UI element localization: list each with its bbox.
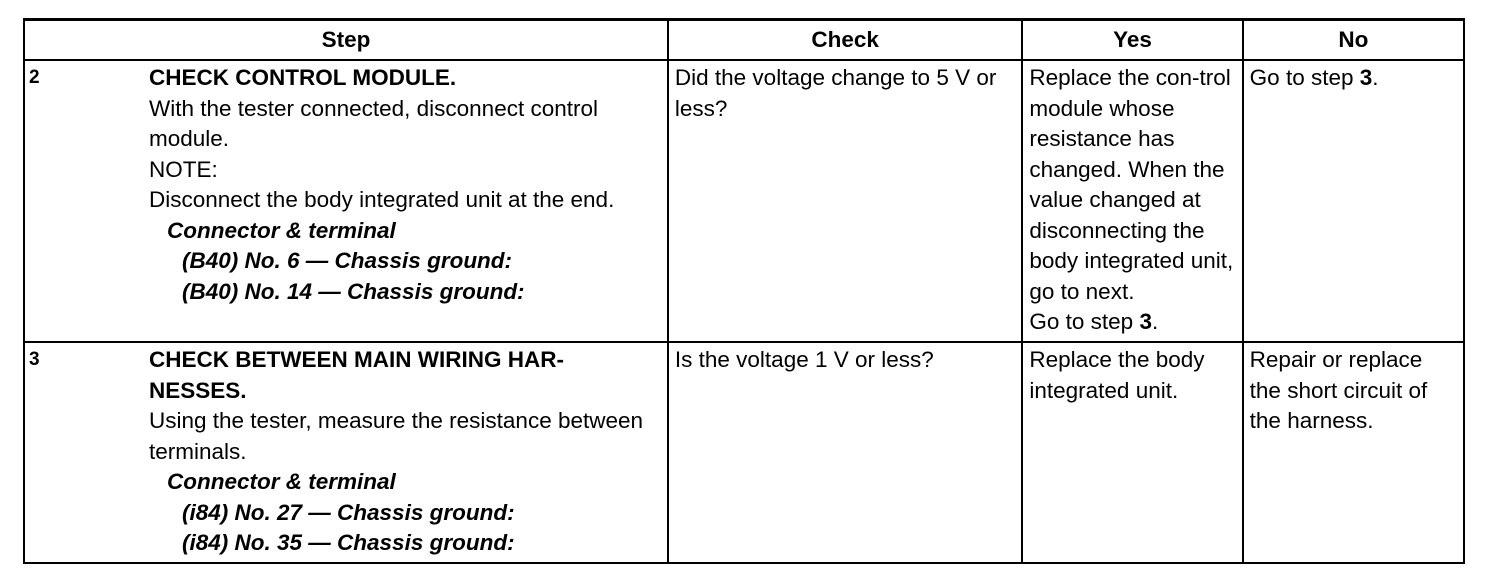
yes-text: Replace the body integrated unit. xyxy=(1029,347,1205,403)
header-no: No xyxy=(1243,20,1464,61)
yes-text: Replace the con-trol module whose resistance has changed. When the value changed at disconnecting the body integrated unit, go to next. xyxy=(1029,65,1234,304)
connector-line: (B40) No. 6 — Chassis ground: xyxy=(182,248,513,273)
step-ref: 3 xyxy=(1139,309,1152,334)
header-check: Check xyxy=(668,20,1022,61)
check-text: Did the voltage change to 5 V or less? xyxy=(674,65,997,121)
step-title: CHECK BETWEEN MAIN WIRING HAR-NESSES. xyxy=(149,347,564,403)
connector-title: Connector & terminal xyxy=(167,469,396,494)
step-cell xyxy=(24,342,668,563)
connector-line: (i84) No. 35 — Chassis ground: xyxy=(182,530,515,555)
check-cell xyxy=(668,342,1022,563)
no-cell xyxy=(1243,342,1464,563)
step-instruction: With the tester connected, disconnect control module. xyxy=(149,95,598,151)
goto-label: Go to step xyxy=(1249,65,1360,90)
check-cell xyxy=(668,60,1022,342)
header-row xyxy=(24,20,1464,61)
step-number: 2 xyxy=(29,67,40,88)
connector-line: (B40) No. 14 — Chassis ground: xyxy=(182,278,525,304)
note-text: Disconnect the body integrated unit at the end. xyxy=(149,187,615,212)
step-title: CHECK CONTROL MODULE. xyxy=(149,65,457,90)
header-yes: Yes xyxy=(1022,20,1242,61)
diagnostic-table xyxy=(23,18,1465,564)
step-instruction: Using the tester, measure the resistance between terminals. xyxy=(149,408,644,464)
no-goto xyxy=(1244,63,1463,94)
step-number: 3 xyxy=(29,349,40,370)
connector-title: Connector & terminal xyxy=(167,217,396,243)
table-row xyxy=(24,342,1464,563)
yes-cell xyxy=(1022,342,1242,563)
goto-end: . xyxy=(1151,309,1159,334)
table-row xyxy=(24,60,1464,342)
no-text: Repair or replace the short circuit of the harness. xyxy=(1249,347,1428,433)
connector-line: (i84) No. 27 — Chassis ground: xyxy=(182,499,515,525)
goto-label: Go to step xyxy=(1029,309,1140,334)
no-cell xyxy=(1243,60,1464,342)
yes-goto xyxy=(1029,307,1237,338)
goto-end: . xyxy=(1372,65,1379,90)
step-ref: 3 xyxy=(1359,65,1373,90)
header-step: Step xyxy=(24,20,668,61)
check-text: Is the voltage 1 V or less? xyxy=(674,347,934,372)
step-cell xyxy=(24,60,668,342)
yes-cell xyxy=(1022,60,1242,342)
note-label: NOTE: xyxy=(149,156,218,182)
